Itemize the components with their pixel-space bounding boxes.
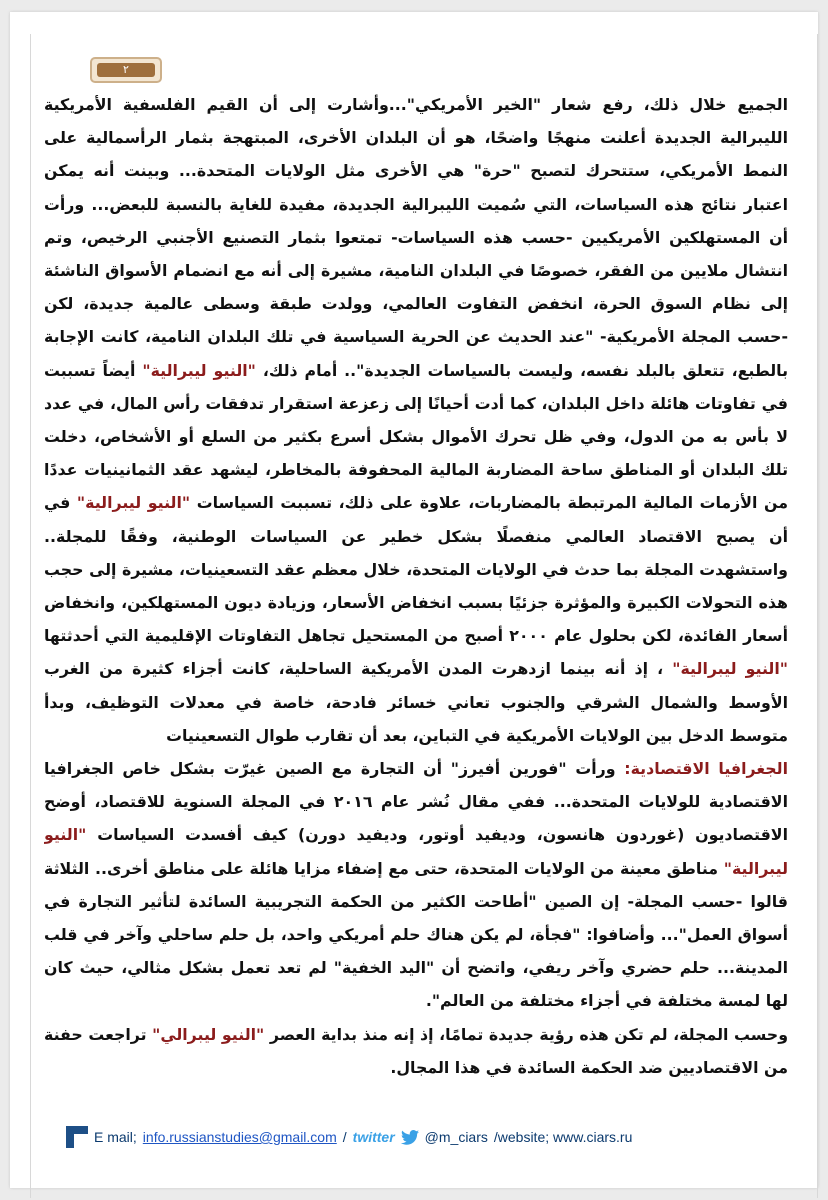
paragraph-2 xyxy=(44,752,788,1018)
highlight-term: "النيو ليبرالية" xyxy=(44,825,788,878)
text-run: مناطق معينة من الولايات المتحدة، حتى مع إضفاء مزايا هائلة على مناطق أخرى.. الثلاثة قالوا -حسب المجلة- إن الصين "أطاحت الكثير من الحكمة التجريبية السائدة لتأثير التجارة في أسواق العمل"... وأضافوا: "فجأة، لم يكن هناك حلم أمريكي واحد، بل حلم ساحلي وآخر في قلب المدينة... حلم حضري وآخر ريفي، واتضح أن "اليد الخفية" لم تعد تعمل بشكل مثالي، حيث كان لها لمسة مختلفة في أجزاء مختلفة من العالم". xyxy=(44,858,788,1011)
highlight-term: "النيو ليبرالي" xyxy=(152,1024,265,1044)
text-run: أيضاً تسببت في تفاوتات هائلة داخل البلدان، كما أدت أحيانًا إلى زعزعة استقرار تدفقات رأس المال، في عدد لا بأس به من الدول، وفي ظل تحرك الأموال بشكل أسرع بكثير من السلع أو الأشخاص، دخلت تلك البلدان أو المناطق ساحة المضاربة المالية المحفوفة بالمخاطر، ليشهد عقد الثمانينيات عددًا من الأزمات المالية المرتبطة بالمضاربات، علاوة على ذلك، تسببت السياسات xyxy=(44,360,788,513)
page-number: ٢ xyxy=(97,63,155,77)
highlight-term: "النيو ليبرالية" xyxy=(76,493,191,513)
section-heading: الجغرافيا الاقتصادية: xyxy=(624,759,788,779)
text-run: في أن يصبح الاقتصاد العالمي منفصلًا بشكل خطير عن السياسات الوطنية، وفقًا للمجلة.. واستشهدت المجلة بما حدث في الولايات المتحدة، خلال معظم عقد التسعينيات، مشيرة إلى حجب هذه التحولات الكبيرة والمؤثرة جزئيًا بسبب انخفاض الأسعار، وزيادة ديون المستهلكين، وانخفاض أسعار الفائدة، لكن بحلول عام ٢٠٠٠ أصبح من المستحيل تجاهل التفاوتات الإقليمية التي أحدثتها xyxy=(44,493,788,646)
text-run: وحسب المجلة، لم تكن هذه رؤية جديدة تمامًا، إذ إنه منذ بداية العصر xyxy=(264,1024,788,1044)
highlight-term: "النيو ليبرالية" xyxy=(142,360,256,380)
website-text[interactable]: /website; www.ciars.ru xyxy=(493,1129,633,1145)
page-footer xyxy=(66,1120,766,1154)
text-run: ، إذ أنه بينما ازدهرت المدن الأمريكية الساحلية، كانت أجزاء كثيرة من الغرب الأوسط والشمال الشرقي والجنوب تعاني خسائر فادحة، خاصة في معدلات التوظيف، وبدأ متوسط الدخل بين الولايات الأمريكية في التباين، بعد أن تقارب طوال التسعينيات xyxy=(44,659,788,745)
text-run: تراجعت حفنة من الاقتصاديين ضد الحكمة السائدة في هذا المجال. xyxy=(44,1024,788,1077)
paragraph-3 xyxy=(44,1018,788,1084)
highlight-term: "النيو ليبرالية" xyxy=(672,659,788,679)
paragraph-1 xyxy=(44,88,788,752)
corner-logo-icon xyxy=(66,1126,88,1148)
twitter-handle[interactable]: @m_ciars xyxy=(424,1129,488,1145)
article-body xyxy=(44,88,788,1104)
text-run: الجميع خلال ذلك، رفع شعار "الخير الأمريكي"...وأشارت إلى أن القيم الفلسفية الأمريكية الليبرالية الجديدة أعلنت منهجًا واضحًا، هو أن البلدان الأخرى، المبتهجة بثمار الرأسمالية على النمط الأمريكي، ستتحرك لتصبح "حرة" هي الأخرى مثل الولايات المتحدة... وبينت أنه يمكن اعتبار نتائج هذه السياسات، التي سُميت الليبرالية الجديدة، مفيدة للغاية بالنسبة للبعض... ورأت أن المستهلكين الأمريكيين -حسب هذه السياسات- تمتعوا بثمار التصنيع الأجنبي الرخيص، وتم انتشال ملايين من الفقر، خصوصًا في البلدان النامية، مشيرة إلى أنه مع انضمام الأسواق الناشئة إلى نظام السوق الحرة، انخفض التفاوت العالمي، وولدت طبقة وسطى عالمية جديدة، لكن -حسب المجلة الأمريكية- "عند الحديث عن الحرية السياسية في تلك البلدان النامية، كانت الإجابة بالطبع، تتعلق بالبلد نفسه، وليست بالسياسات الجديدة".. أمام ذلك، xyxy=(44,95,788,380)
text-run: ورأت "فورين أفيرز" أن التجارة مع الصين غيرّت بشكل خاص الجغرافيا الاقتصادية للولايات المتحدة... ففي مقال نُشر عام ٢٠١٦ في المجلة السنوية للاقتصاد، أوضح الاقتصاديون (غوردون هانسون، وديفيد أوتور، وديفيد دورن) كيف أفسدت السياسات xyxy=(44,759,788,845)
email-label: E mail; xyxy=(94,1129,137,1145)
twitter-bird-icon[interactable] xyxy=(401,1130,419,1145)
twitter-logo-text: twitter xyxy=(352,1129,395,1145)
page-number-badge xyxy=(90,57,162,83)
email-link[interactable]: info.russianstudies@gmail.com xyxy=(142,1129,337,1145)
footer-separator: / xyxy=(342,1129,347,1145)
